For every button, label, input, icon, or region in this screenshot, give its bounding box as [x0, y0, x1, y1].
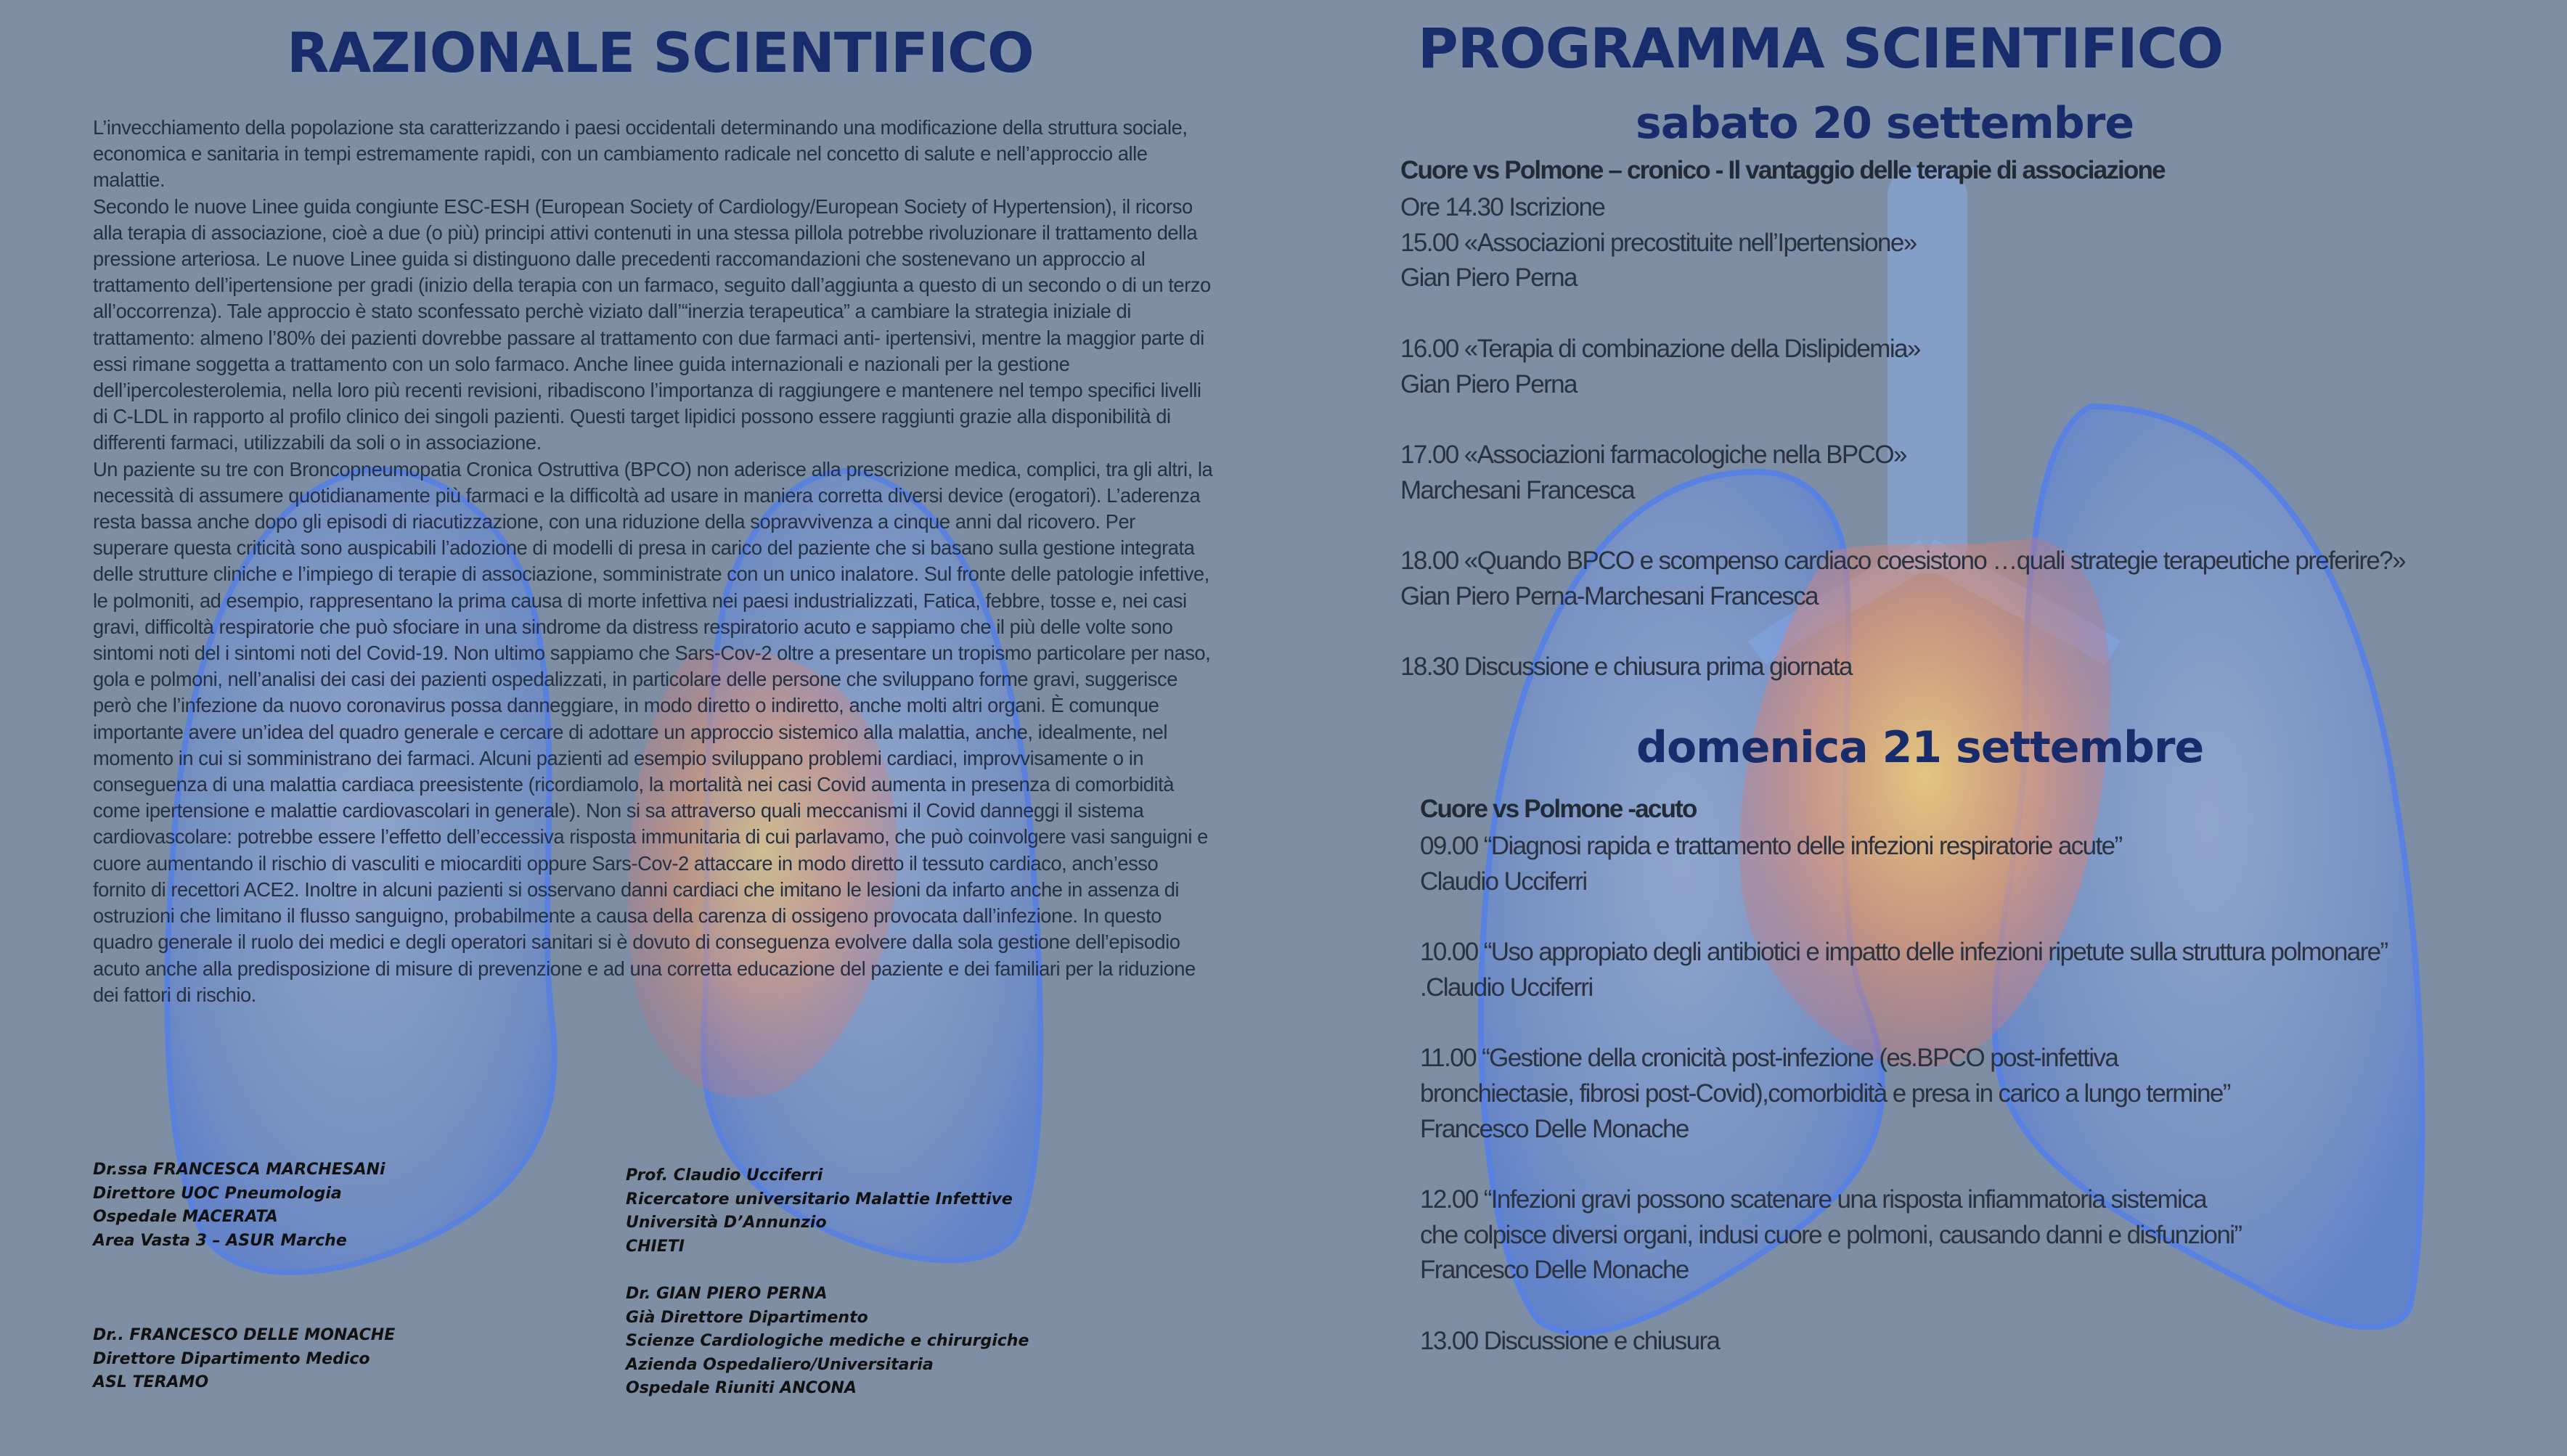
program-line: 09.00 “Diagnosi rapida e trattamento delle infezioni respiratorie acute”	[1420, 832, 2122, 860]
program-item	[1420, 1041, 2388, 1147]
author-role: Ricercatore universitario Malattie Infettive	[626, 1190, 1013, 1208]
author-delle-monache	[93, 1324, 395, 1395]
scientific-program-panel	[1284, 0, 2567, 1456]
program-title: PROGRAMMA SCIENTIFICO	[1418, 16, 2224, 81]
author-name: Dr.. FRANCESCO DELLE MONACHE	[93, 1326, 396, 1344]
author-city: CHIETI	[626, 1237, 685, 1256]
day1-title: sabato 20 settembre	[1636, 98, 2134, 149]
program-line: 12.00 “Infezioni gravi possono scatenare una risposta infiammatoria sistemica	[1420, 1185, 2206, 1214]
program-line: 10.00 “Uso appropiato degli antibiotici e impatto delle infezioni ripetute sulla struttura polmonare”	[1420, 938, 2388, 967]
author-department: Scienze Cardiologiche mediche e chirurgiche	[626, 1332, 1029, 1350]
program-item	[1400, 332, 2405, 402]
program-line: 13.00 Discussione e chiusura	[1420, 1326, 1720, 1355]
author-affiliation: Azienda Ospedaliero/Universitaria	[626, 1355, 934, 1374]
author-perna	[626, 1283, 1029, 1401]
author-hospital: Ospedale Riuniti ANCONA	[626, 1379, 857, 1397]
author-role: Direttore UOC Pneumologia	[93, 1184, 342, 1203]
author-name: Prof. Claudio Ucciferri	[626, 1166, 823, 1185]
program-line: che colpisce diversi organi, indusi cuore e polmoni, causando danni e disfunzioni”	[1420, 1220, 2242, 1249]
program-line: 17.00 «Associazioni farmacologiche nella BPCO»	[1400, 440, 1906, 469]
program-item	[1400, 438, 2405, 508]
program-speaker: Francesco Delle Monache	[1420, 1114, 1689, 1143]
author-name: Dr. GIAN PIERO PERNA	[626, 1285, 828, 1303]
program-item	[1400, 190, 2405, 296]
author-ucciferri	[626, 1164, 1013, 1259]
author-role: Direttore Dipartimento Medico	[93, 1349, 370, 1368]
program-line: 11.00 “Gestione della cronicità post-infezione (es.BPCO post-infettiva	[1420, 1044, 2118, 1073]
program-line: 15.00 «Associazioni precostituite nell’Ipertensione»	[1400, 228, 1917, 257]
program-item	[1420, 935, 2388, 1005]
rationale-title: RAZIONALE SCIENTIFICO	[287, 20, 1034, 85]
program-item	[1420, 1324, 2388, 1359]
program-speaker: .Claudio Ucciferri	[1420, 973, 1593, 1002]
day1-session-title: Cuore vs Polmone – cronico - Il vantaggio delle terapie di associazione	[1400, 156, 2165, 184]
day2-session-title: Cuore vs Polmone -acuto	[1420, 795, 1697, 823]
program-item	[1420, 829, 2388, 899]
author-marchesani	[93, 1158, 385, 1253]
author-affiliation: Ospedale MACERATA	[93, 1208, 278, 1226]
program-speaker: Gian Piero Perna	[1400, 263, 1577, 293]
rationale-text	[93, 115, 1215, 1008]
program-item	[1420, 1182, 2388, 1288]
program-line: 16.00 «Terapia di combinazione della Dislipidemia»	[1400, 334, 1920, 363]
program-speaker: Claudio Ucciferri	[1420, 867, 1587, 896]
program-line: 18.30 Discussione e chiusura prima giornata	[1400, 653, 1852, 682]
program-line: 18.00 «Quando BPCO e scompenso cardiaco coesistono …quali strategie terapeutiche preferire?»	[1400, 546, 2405, 575]
rationale-paragraph-2: Secondo le nuove Linee guida congiunte ESC-ESH (European Society of Cardiology/European Society of Hypertension), il ricorso alla terapia di associazione, cioè a due (o più) principi attivi contenuti in una stessa pillola potrebbe rivoluzionare il trattamento della pressione arteriosa. Le nuove Linee guida si distinguono dalle precedenti raccomandazioni che sostenevano un approccio al trattamento dell’ipertensione per gradi (inizio della terapia con un farmaco, seguito dall’aggiunta a questo di un secondo o di un terzo all’occorrenza). Tale approccio è stato sconfessato perchè viziato dall’“inerzia terapeutica” a cambiare la strategia iniziale di trattamento: almeno l’80% dei pazienti dovrebbe passare al trattamento con due farmaci anti- ipertensivi, mentre la maggior parte di essi rimane soggetta a trattamento con un solo farmaco. Anche linee guida internazionali e nazionali per la gestione dell’ipercolesterolemia, nella loro più recenti revisioni, ribadiscono l’importanza di raggiungere e mantenere nel tempo specifici livelli di C-LDL in rapporto al profilo clinico dei singoli pazienti. Questi target lipidici possono essere raggiunti grazie alla disponibilità di differenti farmaci, utilizzabili da soli o in associazione.	[93, 195, 1211, 454]
author-affiliation: Università D’Annunzio	[626, 1214, 827, 1232]
rationale-paragraph-1: L’invecchiamento della popolazione sta caratterizzando i paesi occidentali determinando una modificazione della struttura sociale, economica e sanitaria in tempi estremamente rapidi, con un cambiamento radicale nel concetto di salute e nell’approccio alle malattie.	[93, 116, 1188, 192]
day1-program	[1400, 190, 2405, 685]
rationale-paragraph-3: Un paziente su tre con Broncopneumopatia Cronica Ostruttiva (BPCO) non aderisce alla prescrizione medica, complici, tra gli altri, la necessità di assumere quotidianamente più farmaci e la difficoltà ad usare in maniera corretta diversi device (erogatori). L’aderenza resta bassa anche dopo gli episodi di riacutizzazione, con una riduzione della sopravvivenza a cinque anni dal ricovero. Per superare questa criticità sono auspicabili l’adozione di modelli di presa in carico del paziente che si basano sulla gestione integrata delle strutture cliniche e l’impiego di terapie di associazione, somministrate con un unico inalatore. Sul fronte delle patologie infettive, le polmoniti, ad esempio, rappresentano la prima causa di morte infettiva nei paesi industrializzati, Fatica, febbre, tosse e, nei casi gravi, difficoltà respiratorie che può sfociare in una sindrome da distress respiratorio acuto e sappiamo che il più delle volte sono sintomi noti del i sintomi noti del Covid-19. Non ultimo sappiamo che Sars-Cov-2 oltre a presentare un tropismo particolare per naso, gola e polmoni, nell’analisi dei casi dei pazienti ospedalizzati, in particolare delle persone che sviluppano forme gravi, suggerisce però che l’infezione da nuovo coronavirus possa danneggiare, in modo diretto o indiretto, anche molti altri organi. È comunque importante avere un’idea del quadro generale e cercare di adottare un approccio sistemico alla malattia, anche, idealmente, nel momento in cui si somministrano dei farmaci. Alcuni pazienti ad esempio sviluppano problemi cardiaci, improvvisamente o in conseguenza di una malattia cardiaca preesistente (ricordiamolo, la mortalità nei casi Covid aumenta in presenza di comorbidità come ipertensione e malattie cardiovascolari in generale). Non si sa attraverso quali meccanismi il Covid danneggi il sistema cardiovascolare: potrebbe essere l’effetto dell’eccessiva risposta immunitaria di cui parlavamo, che può coinvolgere vasi sanguigni e cuore aumentando il rischio di vasculiti e miocarditi oppure Sars-Cov-2 attaccare in modo diretto il tessuto cardiaco, anch’esso fornito di recettori ACE2. Inoltre in alcuni pazienti si osservano danni cardiaci che imitano le lesioni da infarto anche in assenza di ostruzioni che limitano il flusso sanguigno, probabilmente a causa della carenza di ossigeno provocata dall’infezione. In questo quadro generale il ruolo dei medici e degli operatori sanitari si è dovuto di conseguenza evolvere dalla sola gestione dell’episodio acuto anche alla predisposizione di misure di prevenzione e ad una corretta educazione del paziente e dei familiari per la riduzione dei fattori di rischio.	[93, 457, 1213, 1006]
program-item	[1400, 544, 2405, 614]
author-role: Già Direttore Dipartimento	[626, 1308, 868, 1327]
program-speaker: Marchesani Francesca	[1400, 475, 1635, 504]
author-affiliation: ASL TERAMO	[93, 1373, 209, 1391]
author-name: Dr.ssa FRANCESCA MARCHESANi	[93, 1161, 385, 1179]
program-line: Ore 14.30 Iscrizione	[1400, 193, 1605, 221]
program-speaker: Gian Piero Perna-Marchesani Francesca	[1400, 581, 1818, 610]
day2-title: domenica 21 settembre	[1636, 722, 2204, 773]
program-speaker: Gian Piero Perna	[1400, 369, 1577, 398]
program-speaker: Francesco Delle Monache	[1420, 1256, 1689, 1285]
author-area: Area Vasta 3 – ASUR Marche	[93, 1231, 347, 1250]
day2-program	[1420, 829, 2388, 1359]
program-line: bronchiectasie, fibrosi post-Covid),comorbidità e presa in carico a lungo termine”	[1420, 1079, 2230, 1108]
program-item	[1400, 650, 2405, 685]
